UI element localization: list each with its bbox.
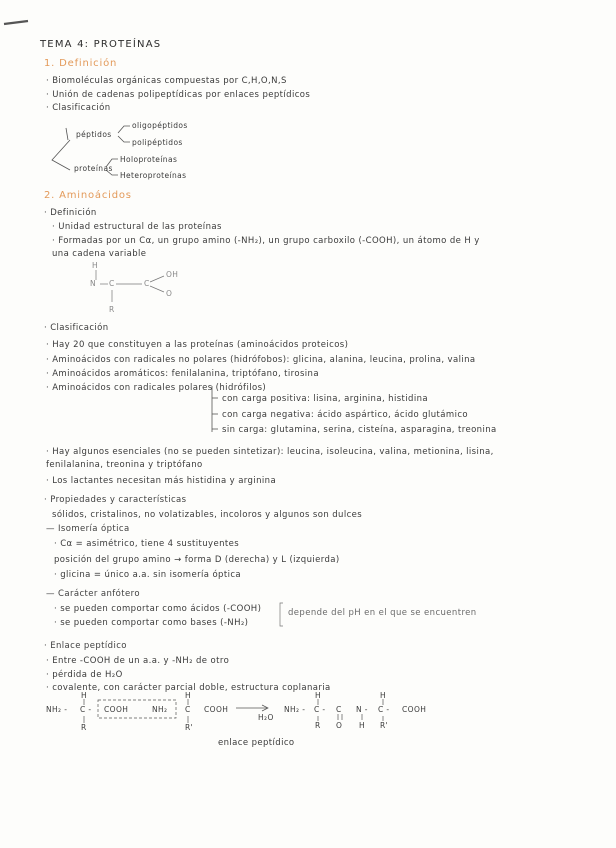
rx-prod-c2: C bbox=[336, 705, 342, 714]
essential-line-1: · Hay algunos esenciales (no se pueden sintetizar): leucina, isoleucina, valina, metionina, lisina, bbox=[46, 447, 494, 457]
formula-o: O bbox=[166, 289, 173, 298]
class-line-1: · Hay 20 que constituyen a las proteínas (aminoácidos proteicos) bbox=[46, 340, 349, 350]
anfotero-bracket bbox=[280, 603, 283, 626]
formula-r: R bbox=[109, 305, 115, 314]
isomeria-label: — Isomería óptica bbox=[46, 524, 130, 534]
sec2-def-line-2: · Formadas por un Cα, un grupo amino (-NH₂), un grupo carboxilo (-COOH), un átomo de H y bbox=[52, 236, 480, 246]
essential-line-3: · Los lactantes necesitan más histidina y arginina bbox=[46, 476, 277, 486]
tree-proteinas: proteínas bbox=[74, 164, 113, 173]
rx-prod-h2: H bbox=[380, 691, 387, 700]
enlace-line-1: · Entre -COOH de un a.a. y -NH₂ de otro bbox=[46, 656, 230, 666]
rx-h2o: H₂O bbox=[258, 713, 274, 722]
formula-oh: OH bbox=[166, 270, 179, 279]
tree-brace-peptidos-down bbox=[118, 136, 130, 142]
rx-h1: H bbox=[81, 691, 88, 700]
sec2-definition-label: · Definición bbox=[44, 208, 97, 218]
tree-peptidos: péptidos bbox=[76, 130, 112, 139]
sec1-line-2: · Unión de cadenas polipeptídicas por enlaces peptídicos bbox=[46, 90, 311, 100]
rx-prod-o: O bbox=[336, 721, 343, 730]
rx-prod-h1: H bbox=[315, 691, 322, 700]
polar-positive: con carga positiva: lisina, arginina, histidina bbox=[222, 394, 428, 404]
rx-cooh: COOH bbox=[104, 705, 129, 714]
rx-prod-cooh: COOH bbox=[402, 705, 427, 714]
rx-prod-c3: C - bbox=[378, 705, 390, 714]
rx-prod-h-n: H bbox=[359, 721, 366, 730]
props-line: sólidos, cristalinos, no volatizables, incoloros y algunos son dulces bbox=[52, 510, 363, 520]
peptide-bond-caption: enlace peptídico bbox=[218, 738, 295, 748]
rx-nh2-left: NH₂ - bbox=[46, 705, 68, 714]
sec1-classification-label: · Clasificación bbox=[46, 103, 111, 113]
tree-brace-peptidos-up bbox=[118, 126, 130, 133]
sec1-line-1: · Biomoléculas orgánicas compuestas por C,H,O,N,S bbox=[46, 76, 287, 86]
sec2-def-line-3: una cadena variable bbox=[52, 249, 147, 259]
rx-c-left: C - bbox=[80, 705, 92, 714]
formula-h: H bbox=[92, 261, 99, 270]
enlace-line-2: · pérdida de H₂O bbox=[46, 670, 123, 680]
rx-c-mid: C bbox=[185, 705, 191, 714]
formula-c-alpha: C bbox=[109, 279, 115, 288]
tree-holoproteinas: Holoproteínas bbox=[120, 155, 178, 164]
enlace-line-3: · covalente, con carácter parcial doble, estructura coplanaria bbox=[46, 683, 331, 693]
pen-mark bbox=[4, 21, 28, 24]
section-1-heading: 1. Definición bbox=[44, 58, 118, 69]
amino-formula-bonds bbox=[96, 270, 164, 302]
rx-nh2-mid: NH₂ bbox=[152, 705, 168, 714]
polar-uncharged: sin carga: glutamina, serina, cisteína, asparagina, treonina bbox=[222, 425, 497, 435]
rx-prod-r: R bbox=[315, 721, 321, 730]
rx-cooh-end: COOH bbox=[204, 705, 229, 714]
tree-heteroproteinas: Heteroproteínas bbox=[120, 171, 187, 180]
sec2-def-line-1: · Unidad estructural de las proteínas bbox=[52, 222, 222, 232]
section-2-heading: 2. Aminoácidos bbox=[44, 190, 132, 201]
tree-polipeptidos: polipéptidos bbox=[132, 138, 183, 147]
rx-prod-r2: R' bbox=[380, 721, 389, 730]
iso-line-2: posición del grupo amino → forma D (derecha) y L (izquierda) bbox=[54, 555, 340, 565]
class-line-4: · Aminoácidos con radicales polares (hidrófilos) bbox=[46, 383, 267, 393]
anf-line-1: · se pueden comportar como ácidos (-COOH) bbox=[54, 604, 262, 614]
class-line-3: · Aminoácidos aromáticos: fenilalanina, triptófano, tirosina bbox=[46, 369, 319, 379]
essential-line-2: fenilalanina, treonina y triptófano bbox=[46, 460, 203, 470]
props-heading: · Propiedades y características bbox=[44, 495, 187, 505]
anf-line-2: · se pueden comportar como bases (-NH₂) bbox=[54, 618, 249, 628]
rx-prod-n: N - bbox=[356, 705, 368, 714]
sec2-classification-label: · Clasificación bbox=[44, 323, 109, 333]
anfotero-label: — Carácter anfótero bbox=[46, 589, 140, 599]
enlace-heading: · Enlace peptídico bbox=[44, 641, 127, 651]
rx-prod-c1: C - bbox=[314, 705, 326, 714]
tree-brace-main bbox=[52, 140, 70, 170]
formula-n: N bbox=[90, 279, 97, 288]
rx-r: R bbox=[81, 723, 87, 732]
rx-h2: H bbox=[185, 691, 192, 700]
rx-prod-nh2: NH₂ - bbox=[284, 705, 306, 714]
iso-line-1: · Cα = asimétrico, tiene 4 sustituyentes bbox=[54, 539, 240, 549]
class-line-2: · Aminoácidos con radicales no polares (hidrófobos): glicina, alanina, leucina, prolina, valina bbox=[46, 355, 476, 365]
tree-oligopeptidos: oligopéptidos bbox=[132, 121, 188, 130]
formula-c-carboxyl: C bbox=[144, 279, 150, 288]
rx-r2: R' bbox=[185, 723, 194, 732]
page-title: TEMA 4: PROTEÍNAS bbox=[40, 39, 162, 50]
anf-note: depende del pH en el que se encuentren bbox=[288, 608, 477, 618]
iso-line-3: · glicina = único a.a. sin isomería óptica bbox=[54, 570, 242, 580]
polar-negative: con carga negativa: ácido aspártico, ácido glutámico bbox=[222, 410, 469, 420]
